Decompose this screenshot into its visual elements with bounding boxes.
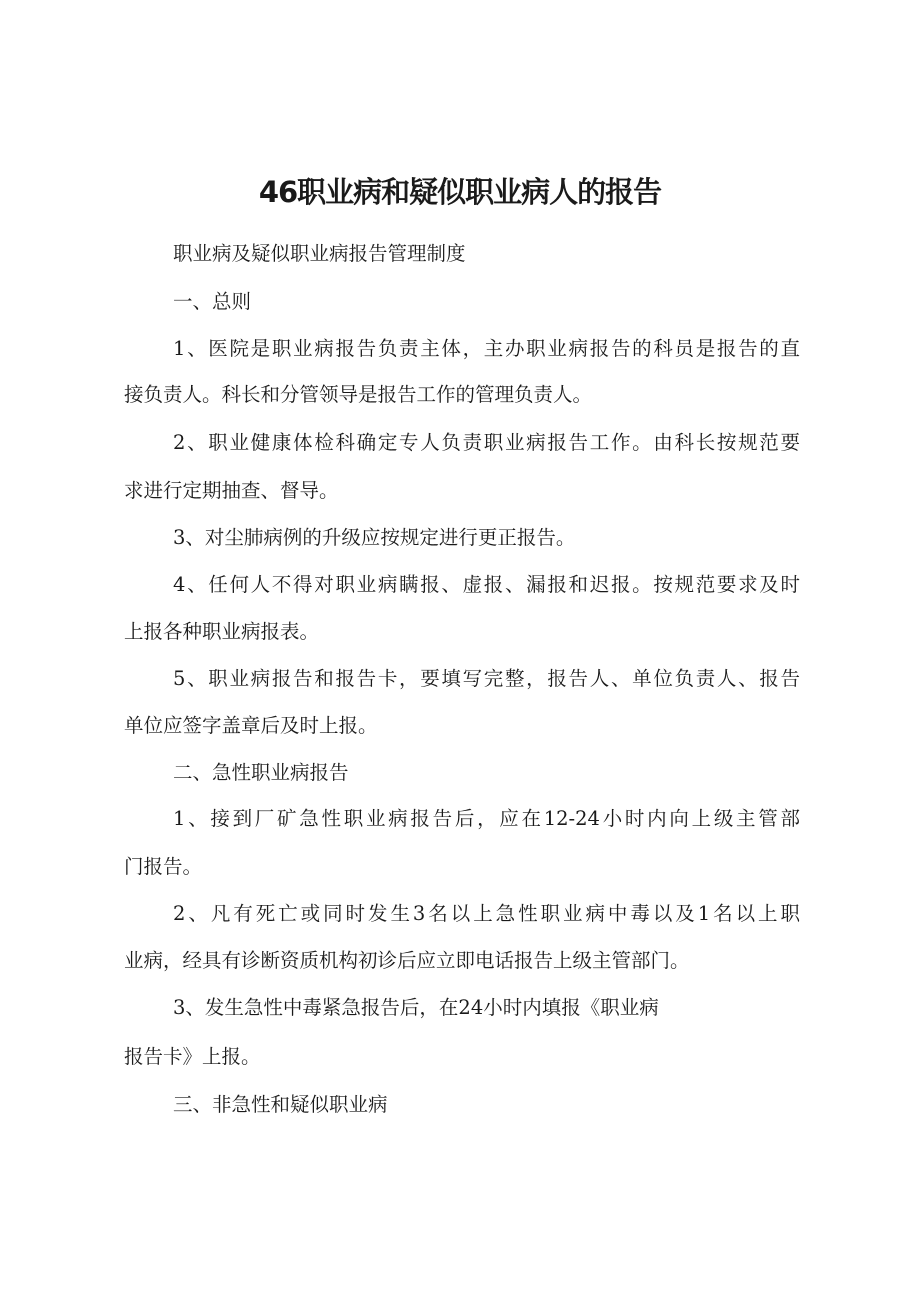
- paragraph-line: 门报告。: [124, 855, 203, 878]
- section-heading-non-acute: 三、非急性和疑似职业病: [173, 1093, 388, 1116]
- paragraph-line: 求进行定期抽查、督导。: [124, 479, 339, 502]
- paragraph-line: 4、任何人不得对职业病瞒报、虚报、漏报和迟报。按规范要求及时: [173, 573, 800, 596]
- section-heading-acute: 二、急性职业病报告: [173, 761, 349, 784]
- paragraph-line: 3、对尘肺病例的升级应按规定进行更正报告。: [173, 526, 576, 549]
- paragraph-line: 5、职业病报告和报告卡，要填写完整，报告人、单位负责人、报告: [173, 667, 800, 690]
- paragraph-line: 上报各种职业病报表。: [124, 620, 320, 643]
- document-subtitle: 职业病及疑似职业病报告管理制度: [173, 242, 466, 265]
- paragraph-line: 单位应签字盖章后及时上报。: [124, 714, 378, 737]
- paragraph-line: 2、职业健康体检科确定专人负责职业病报告工作。由科长按规范要: [173, 431, 800, 454]
- paragraph-line: 接负责人。科长和分管领导是报告工作的管理负责人。: [124, 383, 593, 406]
- paragraph-line: 1、医院是职业病报告负责主体，主办职业病报告的科员是报告的直: [173, 337, 800, 360]
- document-title: 46职业病和疑似职业病人的报告: [258, 175, 662, 209]
- paragraph-line: 2、凡有死亡或同时发生3名以上急性职业病中毒以及1名以上职: [173, 902, 800, 925]
- paragraph-line: 1、接到厂矿急性职业病报告后，应在12-24小时内向上级主管部: [173, 807, 800, 830]
- section-heading-general: 一、总则: [173, 290, 252, 313]
- paragraph-line: 3、发生急性中毒紧急报告后，在24小时内填报《职业病: [173, 996, 659, 1019]
- paragraph-line: 报告卡》上报。: [124, 1045, 261, 1068]
- paragraph-line: 业病，经具有诊断资质机构初诊后应立即电话报告上级主管部门。: [124, 949, 690, 972]
